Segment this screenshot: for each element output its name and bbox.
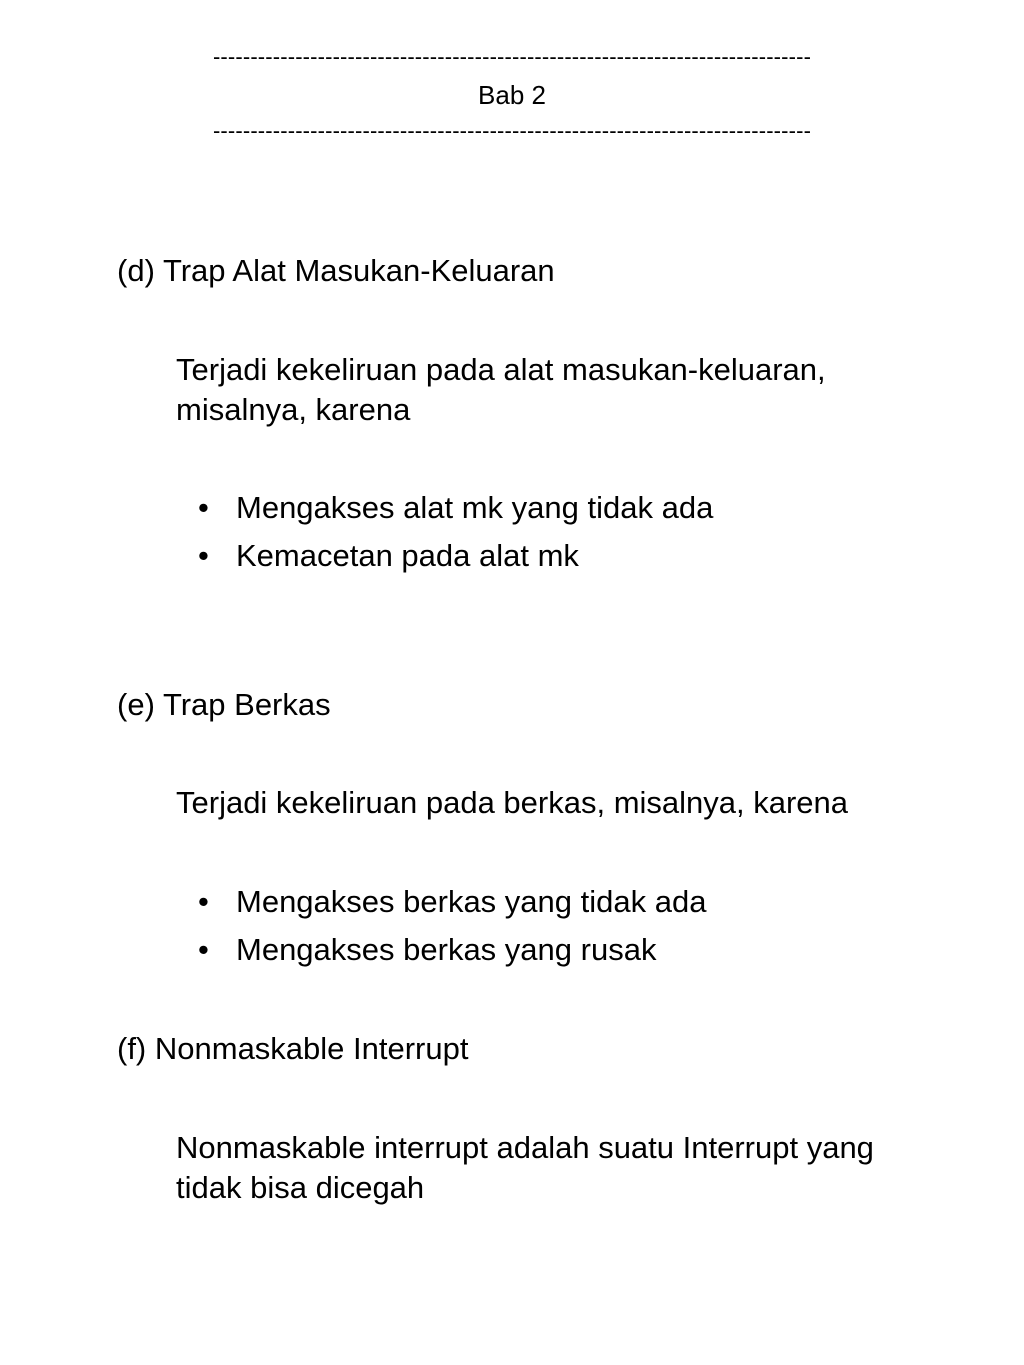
list-item xyxy=(198,484,713,532)
list-item-text: Mengakses berkas yang rusak xyxy=(236,932,657,967)
bullet-icon: • xyxy=(198,490,209,525)
section-f-text-line-1: Nonmaskable interrupt adalah suatu Interrupt yang xyxy=(176,1130,874,1165)
page-header xyxy=(0,44,1024,144)
section-f-heading: (f) Nonmaskable Interrupt xyxy=(117,1031,469,1066)
list-item-text: Kemacetan pada alat mk xyxy=(236,538,579,573)
list-item-text: Mengakses berkas yang tidak ada xyxy=(236,884,707,919)
section-e-text xyxy=(176,783,976,823)
list-item-text: Mengakses alat mk yang tidak ada xyxy=(236,490,714,525)
section-f-text-line-2: tidak bisa dicegah xyxy=(176,1170,425,1205)
header-bottom-rule: -------------------------------------------------------------------------------- xyxy=(212,118,812,143)
header-top-rule: -------------------------------------------------------------------------------- xyxy=(212,44,812,69)
section-d-heading: (d) Trap Alat Masukan-Keluaran xyxy=(117,253,555,288)
section-e-bullet-list xyxy=(198,878,706,974)
bullet-icon: • xyxy=(198,932,209,967)
section-d-text-line-2: misalnya, karena xyxy=(176,392,411,427)
chapter-title: Bab 2 xyxy=(478,80,546,110)
section-f-text xyxy=(176,1128,976,1208)
section-d-text-line-1: Terjadi kekeliruan pada alat masukan-keluaran, xyxy=(176,352,826,387)
section-e-text-line-1: Terjadi kekeliruan pada berkas, misalnya, karena xyxy=(176,785,849,820)
section-d-bullet-list xyxy=(198,484,713,580)
list-item xyxy=(198,532,713,580)
bullet-icon: • xyxy=(198,884,209,919)
bullet-icon: • xyxy=(198,538,209,573)
list-item xyxy=(198,926,706,974)
section-d-text xyxy=(176,350,976,430)
list-item xyxy=(198,878,706,926)
section-e-heading: (e) Trap Berkas xyxy=(117,687,331,722)
